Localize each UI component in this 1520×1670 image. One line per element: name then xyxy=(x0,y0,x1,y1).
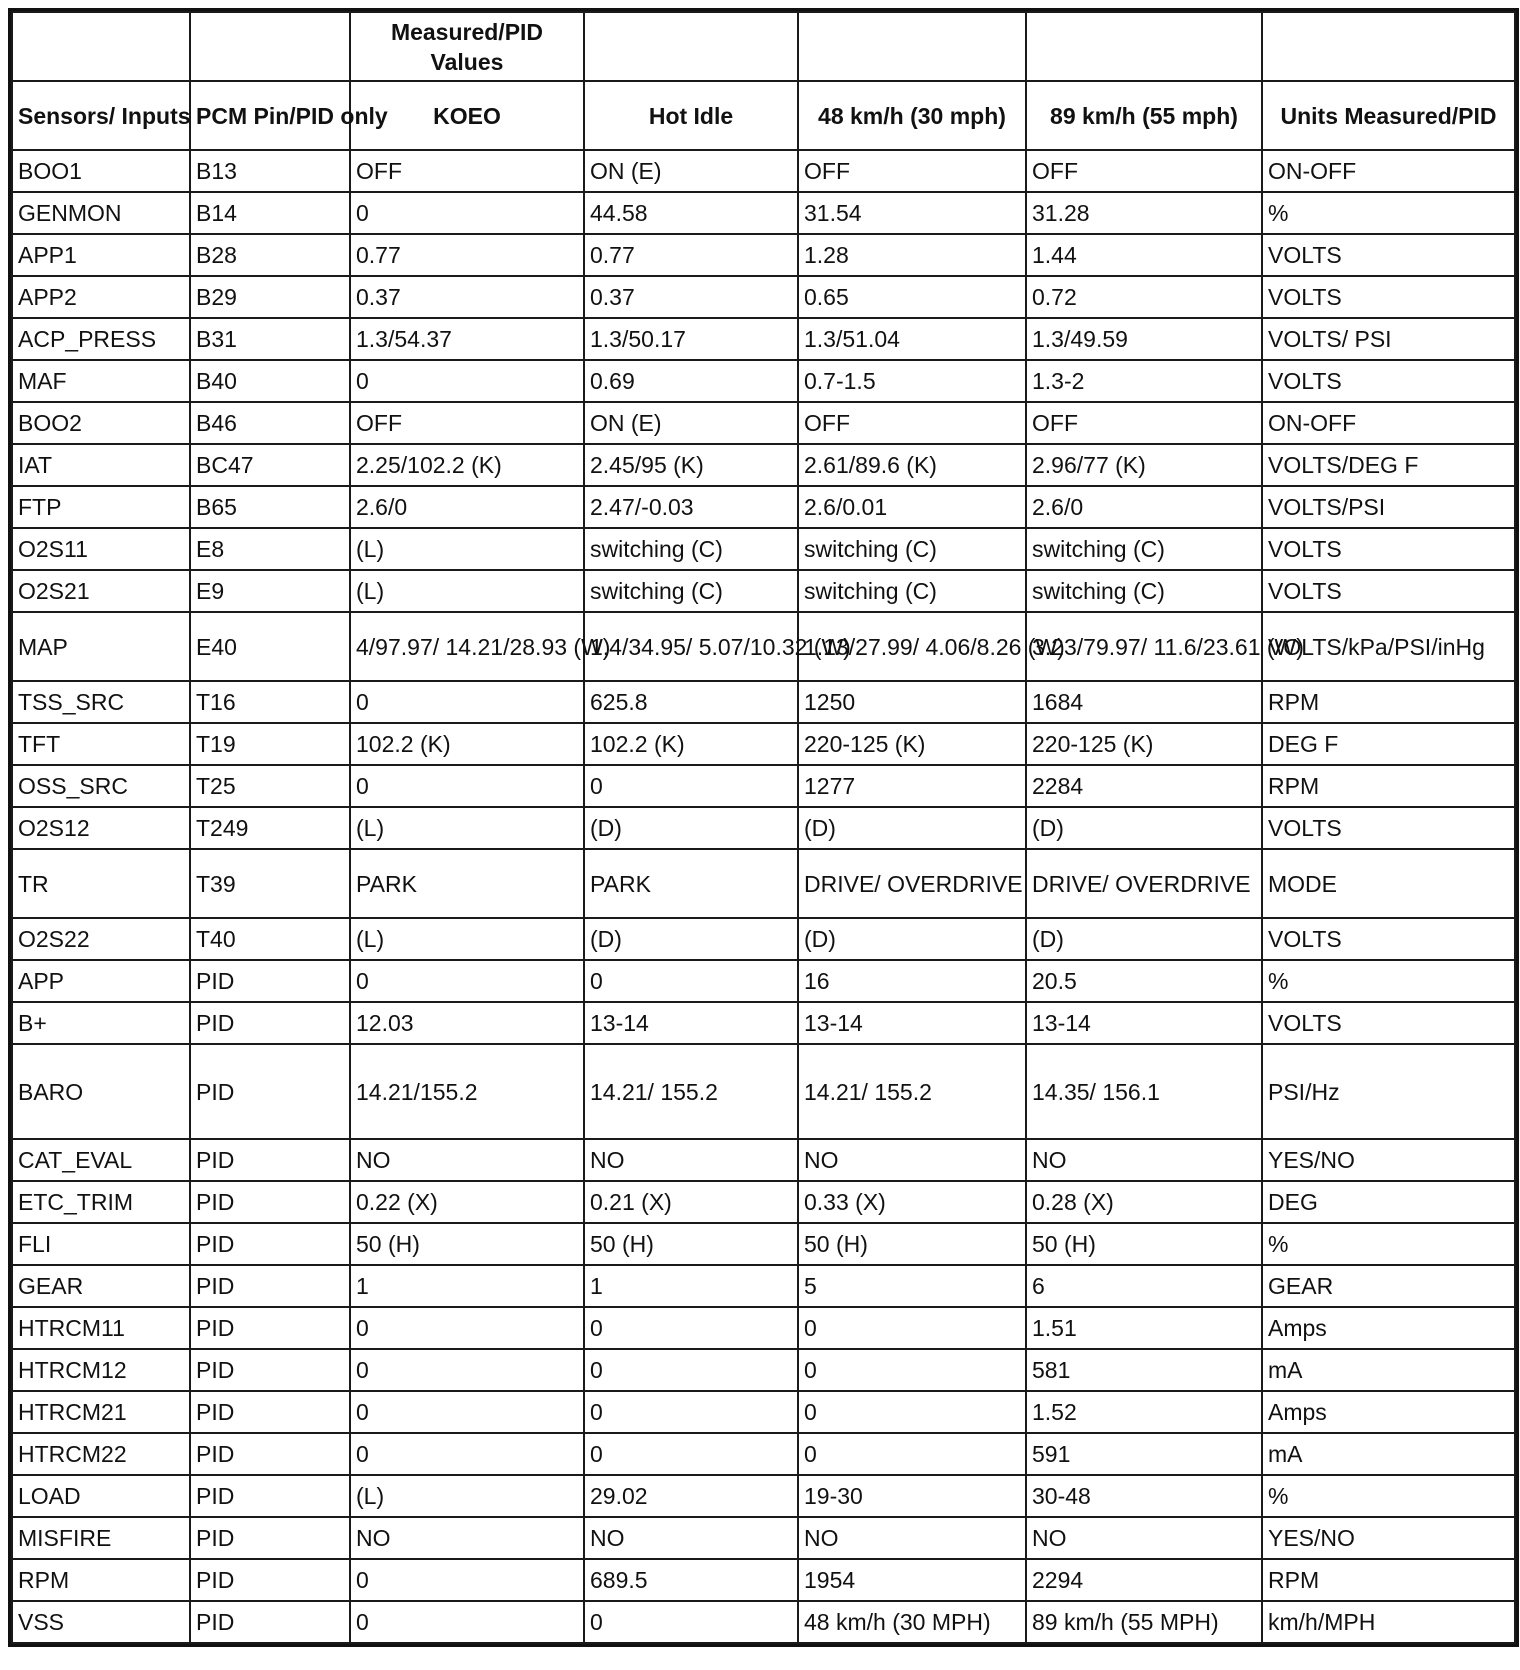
table-row xyxy=(12,681,1515,723)
cell-units: PSI/Hz xyxy=(1262,1044,1515,1139)
cell-koeo: OFF xyxy=(350,150,584,192)
cell-89-kmh: (D) xyxy=(1026,918,1262,960)
cell-units: VOLTS xyxy=(1262,807,1515,849)
table-row xyxy=(12,918,1515,960)
cell-units: DEG F xyxy=(1262,723,1515,765)
cell-hot-idle: PARK xyxy=(584,849,798,918)
header-top-cell xyxy=(584,12,798,81)
cell-hot-idle: 0 xyxy=(584,765,798,807)
cell-48-kmh: OFF xyxy=(798,402,1026,444)
cell-units: VOLTS xyxy=(1262,234,1515,276)
cell-89-kmh: 13-14 xyxy=(1026,1002,1262,1044)
table-row xyxy=(12,1391,1515,1433)
cell-units: % xyxy=(1262,192,1515,234)
cell-48-kmh: 50 (H) xyxy=(798,1223,1026,1265)
cell-koeo: NO xyxy=(350,1139,584,1181)
table-row xyxy=(12,765,1515,807)
cell-pcm-pin: PID xyxy=(190,1002,350,1044)
cell-koeo: 2.6/0 xyxy=(350,486,584,528)
cell-pcm-pin: PID xyxy=(190,1517,350,1559)
cell-koeo: (L) xyxy=(350,918,584,960)
cell-48-kmh: 1.3/51.04 xyxy=(798,318,1026,360)
cell-koeo: 0 xyxy=(350,681,584,723)
cell-hot-idle: 13-14 xyxy=(584,1002,798,1044)
cell-89-kmh: switching (C) xyxy=(1026,570,1262,612)
cell-sensor: B+ xyxy=(12,1002,190,1044)
cell-89-kmh: NO xyxy=(1026,1139,1262,1181)
table-row xyxy=(12,444,1515,486)
cell-hot-idle: switching (C) xyxy=(584,528,798,570)
cell-koeo: 0 xyxy=(350,1433,584,1475)
cell-pcm-pin: B14 xyxy=(190,192,350,234)
cell-89-kmh: 1684 xyxy=(1026,681,1262,723)
cell-units: VOLTS/ PSI xyxy=(1262,318,1515,360)
pid-values-table xyxy=(11,11,1516,1644)
cell-89-kmh: 30-48 xyxy=(1026,1475,1262,1517)
cell-89-kmh: 50 (H) xyxy=(1026,1223,1262,1265)
cell-pcm-pin: BC47 xyxy=(190,444,350,486)
cell-hot-idle: 0.77 xyxy=(584,234,798,276)
table-row xyxy=(12,849,1515,918)
cell-sensor: GENMON xyxy=(12,192,190,234)
cell-koeo: 0.22 (X) xyxy=(350,1181,584,1223)
cell-sensor: O2S11 xyxy=(12,528,190,570)
cell-units: VOLTS/PSI xyxy=(1262,486,1515,528)
cell-48-kmh: 220-125 (K) xyxy=(798,723,1026,765)
cell-units: ON-OFF xyxy=(1262,402,1515,444)
cell-sensor: O2S12 xyxy=(12,807,190,849)
cell-89-kmh: 89 km/h (55 MPH) xyxy=(1026,1601,1262,1643)
cell-units: km/h/MPH xyxy=(1262,1601,1515,1643)
cell-koeo: 2.25/102.2 (K) xyxy=(350,444,584,486)
cell-sensor: RPM xyxy=(12,1559,190,1601)
table-row xyxy=(12,1265,1515,1307)
cell-koeo: 0.77 xyxy=(350,234,584,276)
cell-48-kmh: NO xyxy=(798,1517,1026,1559)
header-row-top xyxy=(12,12,1515,81)
cell-48-kmh: 48 km/h (30 MPH) xyxy=(798,1601,1026,1643)
header-top-cell xyxy=(190,12,350,81)
header-89-kmh: 89 km/h (55 mph) xyxy=(1026,81,1262,150)
table-row xyxy=(12,1517,1515,1559)
cell-units: VOLTS/DEG F xyxy=(1262,444,1515,486)
cell-48-kmh: 0 xyxy=(798,1349,1026,1391)
table-row xyxy=(12,528,1515,570)
cell-sensor: BARO xyxy=(12,1044,190,1139)
cell-units: % xyxy=(1262,960,1515,1002)
table-row xyxy=(12,1559,1515,1601)
cell-89-kmh: DRIVE/ OVERDRIVE xyxy=(1026,849,1262,918)
cell-hot-idle: 102.2 (K) xyxy=(584,723,798,765)
cell-hot-idle: NO xyxy=(584,1139,798,1181)
header-pcm-pin: PCM Pin/PID only xyxy=(190,81,350,150)
header-hot-idle: Hot Idle xyxy=(584,81,798,150)
cell-hot-idle: 29.02 xyxy=(584,1475,798,1517)
table-row xyxy=(12,318,1515,360)
cell-sensor: ETC_TRIM xyxy=(12,1181,190,1223)
cell-sensor: APP1 xyxy=(12,234,190,276)
cell-89-kmh: 1.3/49.59 xyxy=(1026,318,1262,360)
cell-koeo: 102.2 (K) xyxy=(350,723,584,765)
cell-pcm-pin: PID xyxy=(190,1265,350,1307)
table-frame xyxy=(8,8,1519,1647)
cell-pcm-pin: B29 xyxy=(190,276,350,318)
cell-koeo: PARK xyxy=(350,849,584,918)
cell-89-kmh: 591 xyxy=(1026,1433,1262,1475)
cell-koeo: 0 xyxy=(350,1349,584,1391)
cell-koeo: 0 xyxy=(350,1559,584,1601)
cell-48-kmh: 19-30 xyxy=(798,1475,1026,1517)
cell-hot-idle: switching (C) xyxy=(584,570,798,612)
cell-units: RPM xyxy=(1262,681,1515,723)
table-row xyxy=(12,1433,1515,1475)
cell-sensor: MISFIRE xyxy=(12,1517,190,1559)
table-row xyxy=(12,1181,1515,1223)
cell-sensor: APP xyxy=(12,960,190,1002)
cell-hot-idle: 0.21 (X) xyxy=(584,1181,798,1223)
cell-pcm-pin: PID xyxy=(190,960,350,1002)
cell-pcm-pin: PID xyxy=(190,1559,350,1601)
cell-89-kmh: 3.23/79.97/ 11.6/23.61 (W) xyxy=(1026,612,1262,681)
cell-units: YES/NO xyxy=(1262,1517,1515,1559)
cell-units: MODE xyxy=(1262,849,1515,918)
cell-koeo: 14.21/155.2 xyxy=(350,1044,584,1139)
cell-48-kmh: 16 xyxy=(798,960,1026,1002)
cell-units: % xyxy=(1262,1223,1515,1265)
header-top-cell xyxy=(1262,12,1515,81)
header-48-kmh: 48 km/h (30 mph) xyxy=(798,81,1026,150)
cell-sensor: ACP_PRESS xyxy=(12,318,190,360)
table-row xyxy=(12,192,1515,234)
cell-sensor: TFT xyxy=(12,723,190,765)
cell-koeo: 1 xyxy=(350,1265,584,1307)
cell-hot-idle: 1.4/34.95/ 5.07/10.32 (W) xyxy=(584,612,798,681)
cell-koeo: (L) xyxy=(350,570,584,612)
cell-units: RPM xyxy=(1262,765,1515,807)
cell-pcm-pin: PID xyxy=(190,1601,350,1643)
table-wrapper xyxy=(8,8,1519,1652)
cell-koeo: 0 xyxy=(350,360,584,402)
header-measured-pid-values: Measured/PID Values xyxy=(350,12,584,81)
cell-hot-idle: NO xyxy=(584,1517,798,1559)
cell-89-kmh: 220-125 (K) xyxy=(1026,723,1262,765)
cell-koeo: 0 xyxy=(350,1391,584,1433)
cell-sensor: FLI xyxy=(12,1223,190,1265)
cell-hot-idle: 0 xyxy=(584,1349,798,1391)
table-row xyxy=(12,150,1515,192)
cell-pcm-pin: E40 xyxy=(190,612,350,681)
cell-pcm-pin: B65 xyxy=(190,486,350,528)
cell-koeo: 0 xyxy=(350,192,584,234)
cell-sensor: APP2 xyxy=(12,276,190,318)
cell-hot-idle: 0 xyxy=(584,1433,798,1475)
cell-pcm-pin: PID xyxy=(190,1475,350,1517)
cell-89-kmh: switching (C) xyxy=(1026,528,1262,570)
cell-89-kmh: 6 xyxy=(1026,1265,1262,1307)
header-units: Units Measured/PID xyxy=(1262,81,1515,150)
cell-48-kmh: 0 xyxy=(798,1307,1026,1349)
cell-sensor: O2S22 xyxy=(12,918,190,960)
cell-koeo: (L) xyxy=(350,528,584,570)
cell-sensor: HTRCM12 xyxy=(12,1349,190,1391)
cell-units: VOLTS xyxy=(1262,276,1515,318)
table-row xyxy=(12,807,1515,849)
cell-hot-idle: ON (E) xyxy=(584,150,798,192)
cell-48-kmh: switching (C) xyxy=(798,570,1026,612)
cell-hot-idle: ON (E) xyxy=(584,402,798,444)
cell-89-kmh: 31.28 xyxy=(1026,192,1262,234)
cell-hot-idle: (D) xyxy=(584,807,798,849)
cell-hot-idle: 0 xyxy=(584,1601,798,1643)
header-row-main xyxy=(12,81,1515,150)
cell-sensor: TSS_SRC xyxy=(12,681,190,723)
table-row xyxy=(12,1475,1515,1517)
cell-pcm-pin: PID xyxy=(190,1181,350,1223)
cell-sensor: GEAR xyxy=(12,1265,190,1307)
cell-units: % xyxy=(1262,1475,1515,1517)
cell-hot-idle: 50 (H) xyxy=(584,1223,798,1265)
cell-48-kmh: OFF xyxy=(798,150,1026,192)
table-row xyxy=(12,402,1515,444)
cell-hot-idle: 0 xyxy=(584,1307,798,1349)
cell-48-kmh: 1277 xyxy=(798,765,1026,807)
cell-48-kmh: 0 xyxy=(798,1391,1026,1433)
cell-koeo: (L) xyxy=(350,807,584,849)
table-row xyxy=(12,276,1515,318)
cell-pcm-pin: T40 xyxy=(190,918,350,960)
cell-pcm-pin: B31 xyxy=(190,318,350,360)
cell-48-kmh: 1954 xyxy=(798,1559,1026,1601)
cell-48-kmh: DRIVE/ OVERDRIVE xyxy=(798,849,1026,918)
header-top-cell xyxy=(12,12,190,81)
table-row xyxy=(12,234,1515,276)
cell-48-kmh: 2.6/0.01 xyxy=(798,486,1026,528)
table-row xyxy=(12,960,1515,1002)
cell-sensor: MAF xyxy=(12,360,190,402)
cell-pcm-pin: PID xyxy=(190,1044,350,1139)
cell-koeo: 0 xyxy=(350,1307,584,1349)
cell-units: VOLTS xyxy=(1262,528,1515,570)
cell-koeo: 0.37 xyxy=(350,276,584,318)
cell-pcm-pin: PID xyxy=(190,1349,350,1391)
cell-89-kmh: 581 xyxy=(1026,1349,1262,1391)
cell-89-kmh: 0.72 xyxy=(1026,276,1262,318)
cell-hot-idle: 0.37 xyxy=(584,276,798,318)
cell-48-kmh: switching (C) xyxy=(798,528,1026,570)
table-row xyxy=(12,1044,1515,1139)
cell-89-kmh: 20.5 xyxy=(1026,960,1262,1002)
cell-koeo: 12.03 xyxy=(350,1002,584,1044)
cell-48-kmh: 14.21/ 155.2 xyxy=(798,1044,1026,1139)
cell-units: Amps xyxy=(1262,1391,1515,1433)
cell-sensor: HTRCM11 xyxy=(12,1307,190,1349)
cell-koeo: (L) xyxy=(350,1475,584,1517)
cell-89-kmh: 2294 xyxy=(1026,1559,1262,1601)
cell-sensor: CAT_EVAL xyxy=(12,1139,190,1181)
cell-sensor: MAP xyxy=(12,612,190,681)
cell-pcm-pin: B28 xyxy=(190,234,350,276)
cell-sensor: HTRCM21 xyxy=(12,1391,190,1433)
cell-48-kmh: 0.65 xyxy=(798,276,1026,318)
cell-hot-idle: 689.5 xyxy=(584,1559,798,1601)
cell-89-kmh: OFF xyxy=(1026,150,1262,192)
table-row xyxy=(12,723,1515,765)
cell-units: VOLTS xyxy=(1262,1002,1515,1044)
cell-48-kmh: 2.61/89.6 (K) xyxy=(798,444,1026,486)
table-row xyxy=(12,1349,1515,1391)
header-top-cell xyxy=(1026,12,1262,81)
cell-pcm-pin: PID xyxy=(190,1391,350,1433)
cell-pcm-pin: B13 xyxy=(190,150,350,192)
cell-hot-idle: 0 xyxy=(584,960,798,1002)
cell-pcm-pin: T16 xyxy=(190,681,350,723)
cell-pcm-pin: E8 xyxy=(190,528,350,570)
cell-pcm-pin: B46 xyxy=(190,402,350,444)
cell-units: VOLTS/kPa/PSI/inHg xyxy=(1262,612,1515,681)
cell-48-kmh: 13-14 xyxy=(798,1002,1026,1044)
cell-48-kmh: NO xyxy=(798,1139,1026,1181)
cell-48-kmh: 31.54 xyxy=(798,192,1026,234)
cell-48-kmh: (D) xyxy=(798,807,1026,849)
cell-89-kmh: (D) xyxy=(1026,807,1262,849)
cell-sensor: O2S21 xyxy=(12,570,190,612)
cell-48-kmh: 0.33 (X) xyxy=(798,1181,1026,1223)
cell-sensor: BOO2 xyxy=(12,402,190,444)
cell-pcm-pin: T39 xyxy=(190,849,350,918)
cell-sensor: VSS xyxy=(12,1601,190,1643)
cell-units: YES/NO xyxy=(1262,1139,1515,1181)
cell-koeo: 50 (H) xyxy=(350,1223,584,1265)
cell-89-kmh: 0.28 (X) xyxy=(1026,1181,1262,1223)
cell-units: VOLTS xyxy=(1262,360,1515,402)
header-sensors-inputs: Sensors/ Inputs xyxy=(12,81,190,150)
cell-89-kmh: 1.44 xyxy=(1026,234,1262,276)
cell-units: RPM xyxy=(1262,1559,1515,1601)
cell-89-kmh: 2284 xyxy=(1026,765,1262,807)
cell-89-kmh: 1.52 xyxy=(1026,1391,1262,1433)
cell-pcm-pin: T25 xyxy=(190,765,350,807)
cell-89-kmh: 14.35/ 156.1 xyxy=(1026,1044,1262,1139)
table-row xyxy=(12,1139,1515,1181)
cell-hot-idle: (D) xyxy=(584,918,798,960)
cell-koeo: 4/97.97/ 14.21/28.93 (W) xyxy=(350,612,584,681)
cell-units: GEAR xyxy=(1262,1265,1515,1307)
table-row xyxy=(12,1223,1515,1265)
cell-koeo: 0 xyxy=(350,765,584,807)
cell-89-kmh: OFF xyxy=(1026,402,1262,444)
cell-units: ON-OFF xyxy=(1262,150,1515,192)
header-top-cell xyxy=(798,12,1026,81)
table-row xyxy=(12,486,1515,528)
cell-pcm-pin: PID xyxy=(190,1139,350,1181)
table-row xyxy=(12,1601,1515,1643)
cell-sensor: BOO1 xyxy=(12,150,190,192)
cell-sensor: FTP xyxy=(12,486,190,528)
table-row xyxy=(12,1002,1515,1044)
table-row xyxy=(12,1307,1515,1349)
cell-48-kmh: 1250 xyxy=(798,681,1026,723)
cell-koeo: OFF xyxy=(350,402,584,444)
cell-hot-idle: 2.45/95 (K) xyxy=(584,444,798,486)
cell-48-kmh: 0.7-1.5 xyxy=(798,360,1026,402)
cell-pcm-pin: T249 xyxy=(190,807,350,849)
cell-units: VOLTS xyxy=(1262,570,1515,612)
cell-pcm-pin: PID xyxy=(190,1223,350,1265)
cell-hot-idle: 2.47/-0.03 xyxy=(584,486,798,528)
cell-48-kmh: 1.13/27.99/ 4.06/8.26 (W) xyxy=(798,612,1026,681)
cell-koeo: 0 xyxy=(350,1601,584,1643)
cell-sensor: HTRCM22 xyxy=(12,1433,190,1475)
cell-89-kmh: 1.3-2 xyxy=(1026,360,1262,402)
cell-pcm-pin: E9 xyxy=(190,570,350,612)
cell-units: mA xyxy=(1262,1433,1515,1475)
cell-hot-idle: 0 xyxy=(584,1391,798,1433)
cell-koeo: 1.3/54.37 xyxy=(350,318,584,360)
cell-89-kmh: NO xyxy=(1026,1517,1262,1559)
cell-hot-idle: 44.58 xyxy=(584,192,798,234)
cell-units: VOLTS xyxy=(1262,918,1515,960)
cell-sensor: IAT xyxy=(12,444,190,486)
cell-48-kmh: 0 xyxy=(798,1433,1026,1475)
table-row xyxy=(12,612,1515,681)
cell-units: Amps xyxy=(1262,1307,1515,1349)
cell-hot-idle: 1.3/50.17 xyxy=(584,318,798,360)
cell-hot-idle: 625.8 xyxy=(584,681,798,723)
cell-pcm-pin: PID xyxy=(190,1307,350,1349)
cell-units: DEG xyxy=(1262,1181,1515,1223)
cell-pcm-pin: B40 xyxy=(190,360,350,402)
cell-sensor: OSS_SRC xyxy=(12,765,190,807)
cell-pcm-pin: PID xyxy=(190,1433,350,1475)
cell-hot-idle: 0.69 xyxy=(584,360,798,402)
cell-sensor: TR xyxy=(12,849,190,918)
header-koeo: KOEO xyxy=(350,81,584,150)
cell-koeo: NO xyxy=(350,1517,584,1559)
table-body xyxy=(12,150,1515,1643)
cell-48-kmh: 1.28 xyxy=(798,234,1026,276)
cell-48-kmh: 5 xyxy=(798,1265,1026,1307)
cell-koeo: 0 xyxy=(350,960,584,1002)
cell-89-kmh: 2.96/77 (K) xyxy=(1026,444,1262,486)
cell-pcm-pin: T19 xyxy=(190,723,350,765)
cell-units: mA xyxy=(1262,1349,1515,1391)
cell-89-kmh: 1.51 xyxy=(1026,1307,1262,1349)
cell-sensor: LOAD xyxy=(12,1475,190,1517)
table-row xyxy=(12,570,1515,612)
cell-hot-idle: 1 xyxy=(584,1265,798,1307)
table-row xyxy=(12,360,1515,402)
cell-48-kmh: (D) xyxy=(798,918,1026,960)
cell-hot-idle: 14.21/ 155.2 xyxy=(584,1044,798,1139)
cell-89-kmh: 2.6/0 xyxy=(1026,486,1262,528)
